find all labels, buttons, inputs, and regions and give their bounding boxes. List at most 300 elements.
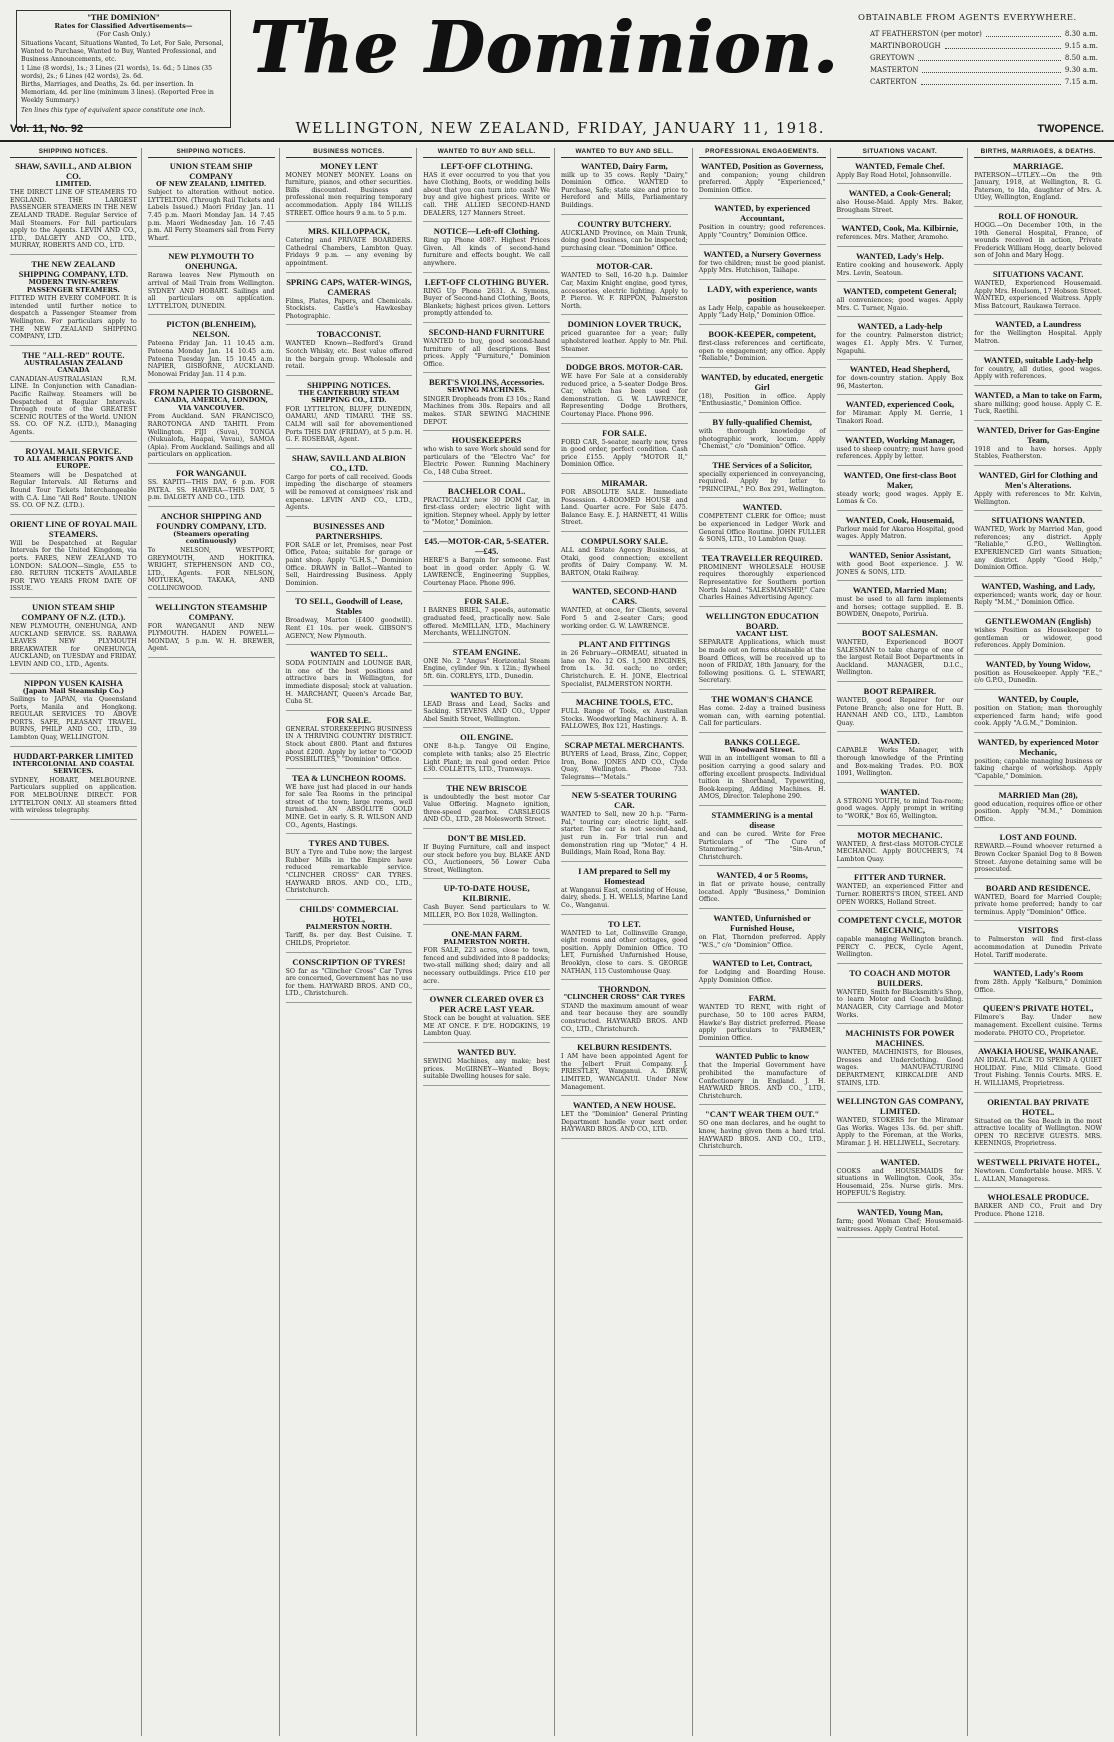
rates-line: Births, Marriages, and Deaths, 2s. 6d. per insertion. In Memoriam, 4d. per line (minimum 3 lines). (Reported Free in Weekly Summary.) xyxy=(21,80,214,104)
advertisement xyxy=(974,1157,1102,1188)
advertisement-headline: WANTED, by experienced Motor Mechanic, xyxy=(977,736,1099,757)
advertisement-headline: VISITORS xyxy=(1017,925,1059,936)
advertisement xyxy=(286,957,413,1003)
advertisement xyxy=(974,269,1102,315)
advertisement-headline: WANTED, experienced Cook, xyxy=(845,399,955,410)
advertisement-headline: BACHELOR COAL. xyxy=(447,485,526,496)
advertisement-body: WANTED, Smith for Blacksmith's Shop, to learn Motor and Coach building. MANAGER, City Carriage and Motor Works. xyxy=(836,988,964,1019)
advertisement-headline: WANTED, Unfurnished or Furnished House, xyxy=(713,913,811,934)
advertisement-body: COMPETENT CLERK for Office; must be experienced in Ledger Work and General Office Routine. JOHN FULLER & SONS, LTD., 10 Lambton Quay. xyxy=(698,513,826,544)
advertisement xyxy=(837,915,964,964)
advertisement-headline: FITTER AND TURNER. xyxy=(854,872,946,883)
advertisement xyxy=(974,470,1102,511)
advertisement-headline: NIPPON YUSEN KAISHA xyxy=(23,677,123,688)
column-heading: PROFESSIONAL ENGAGEMENTS. xyxy=(699,148,826,158)
advertisement xyxy=(837,1096,964,1152)
advertisement xyxy=(148,387,275,464)
agent-time: 8.50 a.m. xyxy=(1064,54,1098,62)
advertisement-headline: DOMINION LOVER TRUCK, xyxy=(567,319,682,330)
advertisement xyxy=(286,715,413,769)
advertisement-body: Will be Despatched at Regular Intervals for the United Kingdom, via ports. FARES, NEW ZEALAND TO LONDON: SALOON—Single, £55 to £80. RETURN TICKETS AVAILABLE FOR TWO YEARS FROM DATE OF ISSUE. xyxy=(10,539,137,593)
advertisement-headline: COUNTRY BUTCHERY. xyxy=(577,218,672,229)
advertisement-headline: WANTED Public to know xyxy=(715,1051,809,1062)
advertisement-subheadline: CANADA, AMERICA, LONDON, VIA VANCOUVER. xyxy=(154,396,268,412)
advertisement-headline: TEA & LUNCHEON ROOMS. xyxy=(291,772,406,783)
advertisement-body: AUCKLAND Province, on Main Trunk, doing good business, can be inspected; purchasing clear. "Dominion" Office. xyxy=(561,229,688,252)
advertisement-body: BARKER AND CO., Fruit and Dry Produce. Phone 1218. xyxy=(974,1203,1102,1218)
advertisement-subheadline: LIMITED. xyxy=(55,179,92,188)
advertisement-headline: BOOT SALESMAN. xyxy=(861,628,938,639)
advertisement-headline: WANTED BUY. xyxy=(457,1046,516,1057)
advertisement-body: priced guarantee for a year; fully upholstered leather. Apply to Mr. Phil. Steamer. xyxy=(561,330,688,353)
advertisement-body: WANTED to buy, good second-hand furniture of all descriptions. Best prices. Apply "Furniture," Dominion Office. xyxy=(423,337,550,368)
advertisement-body: From Auckland. SAN FRANCISCO, RAROTONGA AND TAHITI. From Wellington. FIJI (Suva), TONGA (Nukualofa, Haapai, Vavau), SAMOA (Apia). From Auckland. Sailings and all particulars on application. xyxy=(147,413,275,459)
advertisement-subheadline: SEWING MACHINES. xyxy=(447,386,527,395)
advertisement-body: WE have For Sale at a considerably reduced price, a 5-seater Dodge Bros. Car, which has been used for demonstration. G. W. LAWRENCE, Representing Dodge Brothers, Courtenay Place. Phone 996. xyxy=(561,373,688,419)
advertisement xyxy=(699,502,826,548)
advertisement-headline: WELLINGTON EDUCATION BOARD. xyxy=(705,610,819,631)
advertisement-body: WANTED, STOKERS for the Miramar Gas Works. Wages 13s. 6d. per shift. Apply to the Foreman, at the Works, Miramar. J. H. HELLIWELL, Secretary. xyxy=(836,1117,964,1147)
advertisement-body: WANTED, MACHINISTS, for Blouses, Dresses and Underclothing. Good wages. MANUFACTURING DEPARTMENT, KIRKCALDIE AND STAINS, LTD. xyxy=(836,1049,964,1087)
advertisement-body: PATERSON—UTLEY.—On the 9th January, 1918, at Wellington, R. G. Paterson, to Ida, daughter of Mrs. A. Utley, Wellington, England. xyxy=(974,171,1102,202)
advertisement-body: Rarawa leaves New Plymouth on arrival of Mail Train from Wellington. SYDNEY AND HOBART. Sailings and all particulars on application. LYTTELTON, DUNEDIN. xyxy=(147,272,275,310)
advertisement-body: for the country. Palmerston district; wages £1. Apply Mrs. V. Turner, Ngapuhi. xyxy=(836,332,964,355)
advertisement xyxy=(10,161,137,255)
column xyxy=(972,148,1106,1736)
advertisement xyxy=(974,790,1102,829)
advertisement-body: SODA FOUNTAIN and LOUNGE BAR, in one of the best positions and attractive bars in Wellington, for immediate disposal; stock at valuation. H. MARCHANT, Queen's Arcade Bar, Cuba St. xyxy=(285,660,413,706)
advertisement-body: experienced; wants work, day or hour. Reply "M.M.," Dominion Office. xyxy=(974,591,1102,607)
advertisement xyxy=(699,1051,826,1105)
advertisement-headline: NOTICE—Left-off Clothing. xyxy=(433,226,540,237)
dateline xyxy=(0,118,1114,142)
advertisement-headline: WANTED, Driver for Gas-Engine Team, xyxy=(976,424,1100,445)
agent-place: MARTINBOROUGH xyxy=(870,42,941,50)
advertisement-headline: WANTED, Girl for Clothing and Men's Alterations. xyxy=(978,470,1098,491)
advertisement-headline: WANTED, Cook, Housemaid, xyxy=(845,514,955,525)
advertisement-headline: ROLL OF HONOUR. xyxy=(998,210,1078,221)
advertisement-headline: WANTED, Washing, and Lady, xyxy=(981,580,1095,591)
advertisement xyxy=(423,929,550,991)
advertisement xyxy=(10,751,137,820)
advertisement xyxy=(286,161,413,223)
advertisement-headline: SHAW, SAVILL AND ALBION CO., LTD. xyxy=(291,452,406,473)
advertisement-headline: TEA TRAVELLER REQUIRED. xyxy=(701,552,823,563)
advertisement-headline: WANTED, Lady's Help. xyxy=(855,250,944,261)
column xyxy=(835,148,969,1736)
advertisement-headline: LOST AND FOUND. xyxy=(999,832,1077,843)
advertisement xyxy=(974,390,1102,421)
advertisement-headline: THE WOMAN'S CHANCE xyxy=(711,693,813,704)
advertisement xyxy=(837,515,964,546)
column xyxy=(559,148,693,1736)
advertisement-body: I BARNES BRIEL, 7 speeds, automatic graduated feed, practically new. Sale offered. McMILLAN, LTD., Machinery Merchants, WELLINGTON. xyxy=(423,607,550,638)
agent-row xyxy=(858,52,1098,64)
advertisement xyxy=(974,319,1102,350)
advertisement xyxy=(561,161,688,215)
advertisement-headline: MARRIED Man (28), xyxy=(998,789,1078,800)
advertisement-headline: DON'T BE MISLED. xyxy=(447,833,526,844)
advertisement xyxy=(699,737,826,806)
advertisement-headline: FOR SALE. xyxy=(326,714,372,725)
advertisement-headline: KELBURN RESIDENTS. xyxy=(577,1042,672,1053)
advertisement-body: is undoubtedly the best motor Car Value Offering. Magneto ignition, three-speed gearbox. CARSLEGGS AND CO., LTD., 28 Molesworth Street. xyxy=(423,793,550,824)
advertisement-body: with thorough knowledge of photographic work, locum. Apply "Chemist," c/o "Dominion" Office. xyxy=(698,427,826,451)
advertisement-body: FORD CAR, 5-seater, nearly new, tyres in good order, perfect condition. Cash price £155. Apply "MOTOR II," Dominion Office. xyxy=(561,438,688,469)
advertisement xyxy=(561,984,688,1038)
advertisement-headline: WESTWELL PRIVATE HOTEL, xyxy=(976,1156,1100,1167)
advertisement xyxy=(10,602,137,674)
advertisement-headline: "CAN'T WEAR THEM OUT." xyxy=(705,1109,820,1120)
advertisement xyxy=(286,649,413,711)
advertisement-headline: ROYAL MAIL SERVICE. xyxy=(25,445,122,456)
advertisement-headline: WANTED to Let, Contract, xyxy=(712,958,813,969)
advertisement-headline: WANTED. xyxy=(880,1156,920,1167)
advertisement-headline: HUDDART-PARKER LIMITED xyxy=(13,750,134,761)
advertisement xyxy=(286,521,413,593)
advertisement-headline: WANTED. xyxy=(742,502,782,513)
advertisement-subheadline: THE CANTERBURY STEAM SHIPPING CO., LTD. xyxy=(298,388,400,405)
advertisement xyxy=(837,1028,964,1092)
advertisement-subheadline: "CLINCHER CROSS" CAR TYRES xyxy=(563,993,686,1002)
advertisement xyxy=(423,277,550,323)
advertisement xyxy=(699,460,826,499)
advertisement-body: specially experienced in conveyancing, required. Apply by letter to "PRINCIPAL," P.O. Box 291, Wellington. xyxy=(698,470,826,493)
advertisement xyxy=(561,1100,688,1139)
advertisement-body: used to sheep country; must have good references. Apply by letter. xyxy=(836,445,964,461)
advertisement xyxy=(561,319,688,358)
advertisement-headline: FOR SALE. xyxy=(464,596,509,607)
advertisement-body: SO far as "Clincher Cross" Car Tyres are concerned, Government has no use for them. HAYWARD BROS. AND CO., LTD., Christchurch. xyxy=(285,967,413,998)
advertisement-headline: WANTED, by educated, energetic Girl xyxy=(700,371,824,392)
advertisement xyxy=(699,553,826,607)
advertisement-body: BUYERS of Lead, Brass, Zinc, Copper, Iron, Bone. JONES AND CO., Clyde Quay, Wellington. Phone 733. Telegrams—"Metals." xyxy=(561,750,688,781)
advertisement-headline: MONEY LENT xyxy=(320,160,378,171)
advertisement-body: at Wanganui East, consisting of House, dairy, sheds. J. H. WELLS, Marine Land Co., Wanganui. xyxy=(561,886,688,910)
advertisement-headline: TO LET. xyxy=(607,918,641,929)
issue-date: WELLINGTON, NEW ZEALAND, FRIDAY, JANUARY 11, 1918. xyxy=(295,121,826,137)
advertisement xyxy=(286,838,413,900)
advertisement-body: SINGER Dropheads from £3 10s.; Rand Machines from 30s. Repairs and all makes. STAR SEWING MACHINE DEPOT. xyxy=(423,395,550,426)
advertisement-headline: MARRIAGE. xyxy=(1012,160,1064,171)
advertisement-headline: WANTED, Lady's Room xyxy=(993,968,1084,979)
advertisement xyxy=(423,377,550,431)
leader-dots xyxy=(986,28,1061,37)
advertisement-subheadline: (Japan Mail Steamship Co.) xyxy=(22,686,125,695)
advertisement xyxy=(974,883,1102,922)
advertisement-body: RING Up Phone 2631. A. Symons, Buyer of Second-hand Clothing, Boots, Blankets; highest prices given. Letters promptly attended to. xyxy=(423,287,550,318)
advertisement-rates-box xyxy=(16,10,231,128)
advertisement-headline: LEFT-OFF CLOTHING. xyxy=(440,160,533,171)
advertisement xyxy=(699,417,826,456)
advertisement-body: farm; good Woman Chef; Housemaid-waitresses. Apply Central Hotel. xyxy=(836,1217,964,1233)
advertisement-headline: UP-TO-DATE HOUSE, KILBIRNIE. xyxy=(443,883,530,904)
advertisement-body: I AM have been appointed Agent for the Jelbert Fruit Company. J. PRIESTLEY, Wanganui. A. DREW, LIMITED, WANGANUI. Under New Management. xyxy=(561,1053,688,1091)
advertisement xyxy=(423,435,550,481)
advertisement-headline: STAMMERING is a mental disease xyxy=(711,809,813,830)
advertisement-headline: WANTED, Dairy Farm, xyxy=(580,160,668,171)
advertisement-headline: £45.—MOTOR-CAR, 5-SEATER.—£45. xyxy=(424,536,549,556)
advertisement-headline: WANTED. xyxy=(880,736,920,747)
advertisement-body: for Miramar. Apply M. Gerrie, 1 Tinakori Road. xyxy=(836,410,964,425)
advertisement-body: PRACTICALLY new 30 DOM Car, in first-class order; electric light with ignition. Stepney wheel. Apply by letter to "Motor," Dominion. xyxy=(423,496,550,527)
advertisement-body: in 26 February—ORMEAU, situated in lane on No. 12 OS. 1,500 ENGINES, from 1s. 3d. each; no order; Christchurch. E. H. JONE, Electrical Specialist, PALMERSTON NORTH. xyxy=(561,650,688,688)
issue-price: TWOPENCE. xyxy=(1037,123,1104,135)
advertisement-headline: ANCHOR SHIPPING AND FOUNDRY COMPANY, LTD. xyxy=(156,510,267,531)
advertisement xyxy=(699,329,826,368)
advertisement-body: Has come. 2-day a trained business woman can, with earning potential. Call for particulars. xyxy=(698,704,826,728)
advertisement-headline: DODGE BROS. MOTOR-CAR. xyxy=(565,362,683,373)
advertisement-headline: BERT'S VIOLINS, Accessories. xyxy=(428,377,545,388)
advertisement-body: SYDNEY, HOBART, MELBOURNE. Particulars supplied on application. FOR MELBOURNE DIRECT. FOR LYTTELTON ONLY. All steamers fitted with wireless telegraphy. xyxy=(10,776,137,815)
advertisement-headline: GENTLEWOMAN (English) xyxy=(985,616,1092,626)
advertisement xyxy=(974,515,1102,577)
advertisement xyxy=(974,581,1102,612)
advertisement xyxy=(837,686,964,732)
advertisement xyxy=(837,470,964,511)
advertisement-headline: BY fully-qualified Chemist, xyxy=(712,416,812,427)
advertisement-body: position; capable managing business or taking charge of workshop. Apply "Capable," Dominion. xyxy=(974,757,1102,780)
advertisement xyxy=(837,399,964,430)
advertisement-subheadline: INTERCOLONIAL AND COASTAL SERVICES. xyxy=(12,759,135,776)
advertisement xyxy=(837,872,964,911)
advertisement-body: WANTED to Sell, new 20 h.p. "Farm-Pal," touring car; electric light, self-starter. The car is not second-hand, just run in. For trial run and demonstration ring up "Motor," 4 H. Buildings, Main Road, Rona Bay. xyxy=(561,811,688,857)
advertisement xyxy=(423,161,550,223)
advertisement xyxy=(837,830,964,869)
advertisement-body: SEPARATE Applications, which must be made out on forms obtainable at the Board Offices, will be received up to noon of FRIDAY, 18th January, for the following positions. G. L. STEWART, Secretary. xyxy=(698,639,826,685)
advertisement-body: WANTED, A first-class MOTOR-CYCLE MECHANIC. Apply BOUCHER'S, 74 Lambton Quay. xyxy=(836,840,964,863)
advertisement xyxy=(699,203,826,244)
advertisement-headline: WANTED, Cook, Ma. Kilbirnie, xyxy=(841,223,959,234)
advertisement xyxy=(974,832,1102,878)
advertisement-body: WANTED, Work by Married Man, good references; any district. Apply "Reliable," G.P.O., Wellington. EXPERIENCED Girl wants Situation; any district. Apply "Good Help," Dominion Office. xyxy=(974,526,1102,572)
advertisement-body: with good Boot experience. J. W. JONES & SONS, LTD. xyxy=(836,561,964,576)
advertisement xyxy=(10,519,137,598)
advertisement-headline: WANTED, by Couple, xyxy=(997,693,1079,704)
advertisement xyxy=(699,284,826,325)
agent-row xyxy=(858,28,1098,40)
advertisement xyxy=(837,161,964,185)
advertisement-subheadline: (Steamers operating continuously) xyxy=(173,529,250,546)
advertisement xyxy=(699,694,826,733)
masthead xyxy=(8,6,1106,124)
column-heading: WANTED TO BUY AND SELL. xyxy=(561,148,688,158)
advertisement-body: CANADIAN-AUSTRALASIAN R.M. LINE. In Conjunction with Canadian-Pacific Railway. Steamers will be Despatched at Regular Intervals. Through route of the GREATEST SCENIC ROUTES of the World. UNION SS. CO. OF N.Z. (LTD.), Managing Agents. xyxy=(10,375,137,437)
advertisement-body: for down-country station. Apply Box 96, Masterton. xyxy=(836,375,964,390)
advertisement-body: as Lady Help, capable as housekeeper. Apply "Lady Help," Dominion Office. xyxy=(698,304,826,320)
advertisement-body: SS. KAPITI—THIS DAY, 6 p.m. FOR PATEA. SS. HAWERA—THIS DAY, 5 p.m. DALGETY AND CO., LTD. xyxy=(147,479,275,502)
advertisement-body: FITTED WITH EVERY COMFORT. It is intended until further notice to despatch a Passenger Steamer from Wellington. For particulars apply to THE NEW ZEALAND SHIPPING COMPANY, LTD. xyxy=(10,295,137,341)
advertisement xyxy=(837,435,964,466)
volume-number: Vol. 11, No. 92 xyxy=(10,123,84,135)
rates-footer: Ten lines this type of equivalent space constitute one inch. xyxy=(21,107,206,115)
advertisement xyxy=(148,251,275,315)
advertisement-headline: FROM NAPIER TO GISBORNE. xyxy=(149,387,274,398)
advertisement-body: BUY a Tyre and Tube now; the largest Rubber Mills in the Empire have reduced remarkable service. "CLINCHER CROSS" CAR TYRES. HAYWARD BROS. AND CO., LTD., Christchurch. xyxy=(285,849,413,895)
advertisement-body: WANTED, at once, for Clients, several Ford 5 and 2-seater Cars; good working order. G. W. LAWRENCE. xyxy=(561,607,688,630)
advertisement-body: NEW PLYMOUTH, ONEHUNGA, AND AUCKLAND SERVICE. SS. RARAWA LEAVES NEW PLYMOUTH BREAKWATER for ONEHUNGA, AUCKLAND, on TUESDAY and FRIDAY. LEVIN AND CO., LTD., Agents. xyxy=(10,622,137,668)
advertisement-headline: MOTOR MECHANIC. xyxy=(857,829,943,840)
advertisement-body: WANTED, good Repairer for our Petone Branch; also one for Hutt. B. HANNAH AND CO., LTD., Lambton Quay. xyxy=(836,697,964,727)
advertisement-body: milk up to 35 cows. Reply "Dairy," Dominion Office. WANTED to Purchase, Safe; state size and price to Hereford and Mills, Parliamentary Buildings. xyxy=(561,171,688,209)
advertisement xyxy=(974,1003,1102,1042)
advertisement-body: good education, requires office or other position. Apply "M.M.," Dominion Office. xyxy=(974,800,1102,823)
advertisement-body: Steamers will be Despatched at Regular Intervals. All Returns and Round Tour Tickets Interchangeable with C.A. Line "All Red" Route. UNION SS. CO. OF N.Z. (LTD.). xyxy=(10,471,137,510)
advertisement-body: Pateena Friday Jan. 11 10.45 a.m. Pateena Monday Jan. 14 10.45 a.m. Pateena Tuesday Jan. 15 10.45 a.m. NAPIER, GISBORNE, AUCKLAND. Monowai Friday Jan. 11 4 p.m. xyxy=(147,340,275,378)
advertisement-body: ONE 8-h.p. Tangye Oil Engine, complete with tanks; also 25 Electric Light Plant; in real good order. Price £30. COLLETTS, LTD., Tramways. xyxy=(423,743,550,774)
advertisement xyxy=(286,329,413,375)
advertisement-headline: COMPETENT CYCLE, MOTOR MECHANIC, xyxy=(838,915,962,936)
agent-place: CARTERTON xyxy=(870,78,918,86)
agent-time: 8.30 a.m. xyxy=(1064,30,1098,38)
advertisement-body: FOR WANGANUI AND NEW PLYMOUTH. HADEN POWELL—MONDAY, 5 p.m. W. H. BREWER, Agent. xyxy=(147,622,275,653)
advertisement-body: in flat or private house, centrally located. Apply "Business," Dominion Office. xyxy=(698,881,826,904)
advertisement-headline: WELLINGTON STEAMSHIP COMPANY. xyxy=(155,601,268,622)
advertisement-body: WANTED to Sell, 16-20 h.p. Daimler Car, Maxim Knight engine, good tyres, accessories, electric lighting. Apply to P. Pierce. W. F. RIPPON, Palmerston North. xyxy=(561,272,688,310)
advertisement xyxy=(699,249,826,280)
advertisement-headline: THE NEW ZEALAND SHIPPING COMPANY, LTD. xyxy=(18,258,128,279)
advertisement-body: Ring up Phone 4087. Highest Prices Given. All kinds of second-hand furniture and effects bought. We call anywhere. xyxy=(423,237,550,267)
advertisement-body: Tariff, 8s. per day. Best Cuisine. T. CHILDS, Proprietor. xyxy=(285,932,413,947)
advertisement-headline: WANTED. xyxy=(880,786,920,797)
advertisement xyxy=(561,919,688,981)
advertisement-headline: TO SELL, Goodwill of Lease, Stables xyxy=(295,596,403,617)
advertisement-headline: WANTED, One first-class Boot Maker, xyxy=(843,469,957,490)
advertisement-body: Filmore's Bay. Under new management. Excellent cuisine. Terms moderate. PHOTO CO., Proprietor. xyxy=(974,1014,1102,1037)
advertisement-body: WANTED to Let, Collinsville Grange, eight rooms and other cottages, good position. Apply Dominion Office. TO LET, Furnished Unfurnished House, Brooklyn, close to cars. S. GEORGE NATHAN, 115 Customhouse Quay. xyxy=(561,929,688,975)
agent-time: 9.15 a.m. xyxy=(1064,42,1098,50)
advertisement-body: all conveniences; good wages. Apply Mrs. C. Turner, Ngaio. xyxy=(836,297,964,312)
advertisement-body: Subject to alteration without notice. LYTTELTON. (Through Rail Tickets and Labels Issued.) Maori Friday Jan. 11 7.45 p.m. Maori Monday Jan. 14 7.45 p.m. Maori Wednesday Jan. 16 7.45 p.m. All Ferry Steamers sail from Ferry Wharf. xyxy=(147,189,275,242)
advertisement-headline: TYRES AND TUBES. xyxy=(308,838,390,849)
advertisement-body: AN IDEAL PLACE TO SPEND A QUIET HOLIDAY. Fine, Mild Climate. Good Trout Fishing. Tennis Courts. MRS. E. H. WILLIAMS, Proprietress. xyxy=(974,1057,1102,1087)
advertisement-headline: SHAW, SAVILL, AND ALBION CO. xyxy=(15,160,132,181)
advertisement-headline: MACHINE TOOLS, ETC. xyxy=(575,697,673,708)
advertisement-headline: SITUATIONS WANTED. xyxy=(991,515,1085,526)
advertisement-subheadline: AUSTRALASIAN ZEALAND CANADA xyxy=(24,358,123,375)
advertisement xyxy=(974,1046,1102,1092)
advertisement xyxy=(699,372,826,413)
advertisement xyxy=(286,226,413,272)
advertisement-body: Catering and PRIVATE BOARDERS. Cathedral Chambers, Lambton Quay. Fridays 9 p.m. — any evening by appointment. xyxy=(285,237,413,267)
advertisement xyxy=(148,319,275,383)
advertisement xyxy=(837,364,964,395)
advertisement-body: that the Imperial Government have prohibited the manufacture of Confectionery in England. J. H. HAYWARD BROS. AND CO., LTD., Christchurch. xyxy=(698,1062,826,1100)
advertisement-body: CAPABLE Works Manager, with thorough knowledge of the Printing and Box-making Trades. P.O. BOX 1091, Wellington. xyxy=(836,747,964,778)
advertisement-body: SO one man declares, and he ought to know, having given them a hard trial. HAYWARD BROS. AND CO., LTD., Christchurch. xyxy=(698,1120,826,1151)
advertisement-body: steady work; good wages. Apply E. Lomas & Co. xyxy=(836,490,964,506)
column-heading: BIRTHS, MARRIAGES, & DEATHS. xyxy=(974,148,1102,158)
advertisement xyxy=(699,611,826,690)
advertisement-body: SEWING Machines, any make; best prices. McGIRNEY—Wanted Boys; suitable Dwelling houses for sale. xyxy=(423,1057,550,1081)
advertisement xyxy=(10,350,137,442)
advertisement-body: Newtown. Comfortable house. MRS. V. L. ALLAN, Manageress. xyxy=(974,1167,1102,1183)
advertisement-headline: WANTED, Female Chef. xyxy=(855,160,945,171)
advertisement xyxy=(699,810,826,866)
advertisement xyxy=(974,968,1102,999)
advertisement xyxy=(423,994,550,1043)
advertisement-body: If Buying Furniture, call and inspect our stock before you buy. BLAKE AND CO., Auctioneers, 56 Lower Cuba Street, Wellington. xyxy=(423,844,550,874)
column xyxy=(146,148,280,1736)
advertisement xyxy=(974,161,1102,207)
column-heading: SITUATIONS VACANT. xyxy=(837,148,964,158)
advertisement-headline: WANTED, Working Manager, xyxy=(844,434,955,445)
advertisement-body: Films, Plates, Papers, and Chemicals. Stockists. Castle's Hawkesbay Photographic. xyxy=(285,297,413,320)
advertisement-body: for two children; must be good pianist. Apply Mrs. Hutchison, Taihape. xyxy=(698,259,826,275)
advertisement-headline: SCRAP METAL MERCHANTS. xyxy=(564,739,685,750)
advertisement xyxy=(837,550,964,581)
advertisement xyxy=(10,446,137,515)
leader-dots xyxy=(921,76,1061,85)
advertisement-headline: WELLINGTON GAS COMPANY, LIMITED. xyxy=(836,1096,964,1117)
advertisement-body: capable managing Wellington branch. PERCY C. PECK, Cycle Agent, Wellington. xyxy=(836,936,964,959)
column-heading: WANTED TO BUY AND SELL. xyxy=(423,148,550,158)
advertisement xyxy=(561,639,688,693)
advertisement-headline: OIL ENGINE. xyxy=(460,732,514,743)
advertisement-headline: WANTED, Senior Assistant, xyxy=(848,550,951,561)
advertisement-headline: ORIENT LINE OF ROYAL MAIL STEAMERS. xyxy=(10,518,137,539)
advertisement-headline: WANTED, 4 or 5 Rooms, xyxy=(716,870,808,881)
advertisement-body: who wish to save Work should send for particulars of the "Electro Vac" for Electric Power. Running Machinery Co., 148 Cuba Street. xyxy=(423,446,550,477)
advertisement-body: ONE No. 2 "Angus" Horizontal Steam Engine, cylinder 9in. x 12in.; flywheel 5ft. 6in. CORLEYS, LTD., Dunedin. xyxy=(423,657,550,680)
advertisement-body: FOR SALE or let, Premises, near Post Office, Patea; suitable for garage or paint shop. Apply "G.H.S.," Dominion Office. DRAWN in Ballot—Wanted to Sell, Hairdressing Business. Apply Dominion. xyxy=(285,541,413,587)
advertisement-body: position as Housekeeper. Apply "F.E.," c/o G.P.O., Dunedin. xyxy=(974,669,1102,685)
advertisement-body: WANTED, Board for Married Couple; private home preferred; handy to car terminus. Apply "Dominion" Office. xyxy=(974,893,1102,916)
advertisement-headline: BOOK-KEEPER, competent, xyxy=(708,328,816,339)
advertisement-body: also House-Maid. Apply Mrs. Baker, Brougham Street. xyxy=(836,199,964,214)
advertisement-headline: BOOT REPAIRER. xyxy=(863,686,937,696)
advertisement-headline: TO COACH AND MOTOR BUILDERS. xyxy=(849,967,951,988)
advertisement-body: share milking; good house. Apply C. E. Tuck, Raetihi. xyxy=(974,400,1102,416)
advertisement xyxy=(974,1192,1102,1223)
advertisement xyxy=(148,511,275,598)
advertisement-body: on Flat, Thorndon preferred. Apply "W.S.," c/o "Dominion" Office. xyxy=(698,934,826,949)
advertisement xyxy=(423,833,550,879)
agent-place: MASTERTON xyxy=(870,66,919,74)
advertisement-subheadline: OF NEW ZEALAND, LIMITED. xyxy=(156,179,267,188)
advertisement-headline: COMPULSORY SALE. xyxy=(580,536,668,546)
advertisement xyxy=(561,536,688,582)
advertisement-body: COOKS and HOUSEMAIDS for situations in Wellington. Cook, 35s. Housemaid, 25s. Nurse girls. Mrs. HOPEFUL'S Registry. xyxy=(836,1167,964,1198)
advertisement xyxy=(837,223,964,247)
advertisement xyxy=(423,647,550,686)
advertisement xyxy=(423,486,550,532)
advertisement-body: WE have just had placed in our hands for sale Tea Rooms in the principal street of the town; large rooms, well furnished. AN ABSOLUTE GOLD MINE. Get in early. S. R. WILSON AND CO., Agents, Hastings. xyxy=(285,783,413,829)
advertisement xyxy=(837,1157,964,1203)
advertisement xyxy=(148,468,275,507)
column xyxy=(421,148,555,1736)
agent-place: AT FEATHERSTON (per motor) xyxy=(870,30,982,38)
advertisement-body: MONEY MONEY MONEY. Loans on furniture, pianos, and other securities. Bills discounted. Business and professional men requiring temporary accommodation. Apply 184 WILLIS STREET. Office hours 9 a.m. to 5 p.m. xyxy=(285,171,413,217)
advertisement-subheadline: Woodward Street. xyxy=(729,745,795,754)
advertisement-subheadline: PALMERSTON NORTH. xyxy=(443,937,530,946)
advertisement-body: FOR SALE, 223 acres, close to town, fenced and subdivided into 8 paddocks; two-stall milking shed; dairy and all necessary outbuildings. Price £10 per acre. xyxy=(423,947,550,985)
advertisement-body: Broadway, Marton (£400 goodwill). Rent £1 10s. per week. GIBSON'S AGENCY, New Plymouth. xyxy=(285,617,413,640)
advertisement-headline: SITUATIONS VACANT. xyxy=(992,268,1084,279)
advertisement-body: Stock can be bought at valuation. SEE ME AT ONCE. F. D'E. HODGKINS, 19 Lambton Quay. xyxy=(423,1015,550,1038)
advertisement xyxy=(286,904,413,953)
advertisement xyxy=(423,1047,550,1086)
advertisement-body: Situated on the Sea Beach in the most attractive locality of Wellington. NOW OPEN TO RECEIVE GUESTS. MRS. KEENINGS, Proprietress. xyxy=(974,1117,1102,1148)
advertisement xyxy=(286,380,413,449)
advertisement-headline: CONSCRIPTION OF TYRES! xyxy=(292,956,406,967)
advertisement-body: WANTED TO RENT, with right of purchase, 50 to 100 acres FARM, Hawke's Bay district preferred. Please apply particulars to "FARMER," Dominion Office. xyxy=(698,1004,826,1042)
advertisement-body: LEAD Brass and Lead, Sacks and Sacking. STEVENS AND CO., Upper Abel Smith Street, Wellington. xyxy=(423,700,550,723)
advertisement-headline: LADY, with experience, wants position xyxy=(707,283,818,304)
advertisement-headline: WANTED, by Young Widow, xyxy=(985,658,1091,669)
advertisement xyxy=(837,188,964,219)
advertisement-headline: TOBACCONIST. xyxy=(316,329,381,340)
